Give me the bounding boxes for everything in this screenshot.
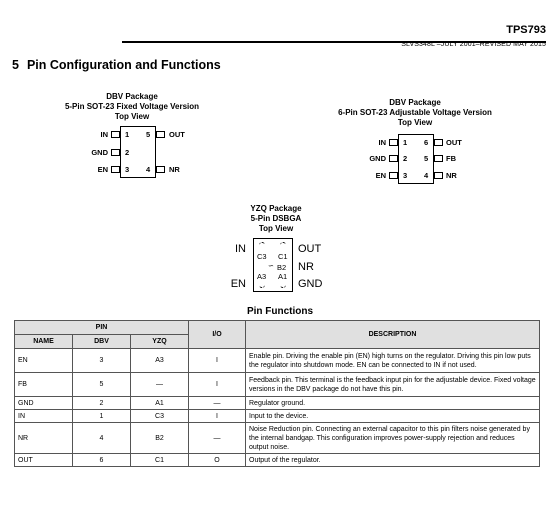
yzq-caption bbox=[216, 204, 336, 234]
cell-dbv: 1 bbox=[73, 410, 131, 423]
yzq-ball-label: C1 bbox=[278, 252, 288, 261]
dbv5-caption bbox=[52, 92, 212, 122]
cell-description: Enable pin. Driving the enable pin (EN) high turns on the regulator. Driving this pin low puts the regulator into shutdown mode. EN can be connected to IN if not used. bbox=[246, 349, 540, 373]
yzq-left-label: EN bbox=[230, 278, 246, 290]
dbv5-caption-line: DBV Package bbox=[106, 92, 158, 101]
yzq-ball-outline bbox=[259, 282, 265, 288]
table-row bbox=[15, 373, 540, 397]
dbv5-pin-pad bbox=[111, 131, 120, 138]
dbv6-pin-name: IN bbox=[378, 138, 386, 147]
dbv6-caption bbox=[330, 98, 500, 128]
yzq-right-label: OUT bbox=[298, 243, 322, 255]
dbv5-pin-name: EN bbox=[97, 165, 108, 174]
dbv6-pin-name: OUT bbox=[446, 138, 462, 147]
table-row bbox=[15, 397, 540, 410]
dbv6-pin-pad bbox=[389, 139, 398, 146]
dbv5-pin-name: OUT bbox=[169, 130, 185, 139]
cell-yzq: C1 bbox=[131, 454, 189, 467]
revision-line: SLVS348L –JULY 2001–REVISED MAY 2015 bbox=[401, 41, 546, 48]
cell-yzq: A3 bbox=[131, 349, 189, 373]
cell-io: I bbox=[189, 349, 246, 373]
cell-name: EN bbox=[15, 349, 73, 373]
dbv6-caption-line: DBV Package bbox=[389, 98, 441, 107]
yzq-caption-line: YZQ Package bbox=[250, 204, 302, 213]
dbv5-pin-pad bbox=[156, 131, 165, 138]
section-number: 5 bbox=[12, 58, 19, 72]
cell-name: FB bbox=[15, 373, 73, 397]
cell-description: Input to the device. bbox=[246, 410, 540, 423]
dbv6-pin-number: 1 bbox=[403, 138, 408, 147]
header-dbv: DBV bbox=[73, 335, 131, 349]
cell-description: Regulator ground. bbox=[246, 397, 540, 410]
cell-name: GND bbox=[15, 397, 73, 410]
dbv5-pin-pad bbox=[111, 166, 120, 173]
document-id: TPS793 bbox=[506, 24, 546, 36]
yzq-ball-outline bbox=[280, 282, 286, 288]
yzq-left-label: IN bbox=[235, 243, 246, 255]
cell-yzq: B2 bbox=[131, 423, 189, 454]
dbv6-caption-line: 6-Pin SOT-23 Adjustable Voltage Version bbox=[338, 108, 492, 117]
dbv6-pin-pad bbox=[434, 172, 443, 179]
cell-yzq: — bbox=[131, 373, 189, 397]
yzq-right-label: NR bbox=[298, 261, 314, 273]
yzq-ball-label: B2 bbox=[277, 263, 287, 272]
dbv6-pin-pad bbox=[434, 155, 443, 162]
dbv6-pin-number: 3 bbox=[403, 171, 408, 180]
dbv5-pin-number: 5 bbox=[146, 130, 151, 139]
table-row bbox=[15, 454, 540, 467]
dbv5-pin-pad bbox=[156, 166, 165, 173]
yzq-ball-label: A3 bbox=[257, 272, 267, 281]
dbv6-pin-pad bbox=[389, 172, 398, 179]
header-pin-group: PIN bbox=[15, 321, 189, 335]
dbv6-pin-number: 2 bbox=[403, 154, 408, 163]
dbv5-pin-number: 4 bbox=[146, 165, 151, 174]
yzq-ball-outline: ∽ bbox=[268, 263, 274, 270]
dbv5-pin-number: 2 bbox=[125, 148, 130, 157]
dbv6-pin-number: 4 bbox=[424, 171, 429, 180]
dbv5-caption-line: Top View bbox=[114, 112, 150, 121]
yzq-ball-outline bbox=[259, 242, 265, 248]
dbv6-pin-name: GND bbox=[369, 154, 386, 163]
table-row bbox=[15, 423, 540, 454]
header-io: I/O bbox=[189, 321, 246, 349]
cell-dbv: 3 bbox=[73, 349, 131, 373]
cell-dbv: 4 bbox=[73, 423, 131, 454]
cell-io: — bbox=[189, 423, 246, 454]
cell-io: — bbox=[189, 397, 246, 410]
cell-description: Output of the regulator. bbox=[246, 454, 540, 467]
dbv6-pin-name: NR bbox=[446, 171, 457, 180]
pin-functions-table bbox=[14, 320, 540, 467]
dbv5-pin-name: NR bbox=[169, 165, 180, 174]
cell-description: Noise Reduction pin. Connecting an external capacitor to this pin filters noise generated by the internal bandgap. This configuration improves power-supply rejection and reduces output noise. bbox=[246, 423, 540, 454]
table-row bbox=[15, 349, 540, 373]
cell-io: I bbox=[189, 410, 246, 423]
cell-description: Feedback pin. This terminal is the feedback input pin for the adjustable device. Fixed voltage versions in the DBV package do not have this pin. bbox=[246, 373, 540, 397]
dbv6-pin-name: FB bbox=[446, 154, 456, 163]
cell-dbv: 6 bbox=[73, 454, 131, 467]
dbv6-pin-pad bbox=[434, 139, 443, 146]
cell-name: NR bbox=[15, 423, 73, 454]
dbv6-caption-line: Top View bbox=[397, 118, 433, 127]
dbv5-pin-name: IN bbox=[100, 130, 108, 139]
section-title bbox=[12, 58, 221, 72]
cell-yzq: C3 bbox=[131, 410, 189, 423]
dbv6-pin-name: EN bbox=[375, 171, 386, 180]
cell-io: O bbox=[189, 454, 246, 467]
yzq-caption-line: 5-Pin DSBGA bbox=[250, 214, 302, 223]
cell-io: I bbox=[189, 373, 246, 397]
yzq-right-label: GND bbox=[298, 278, 323, 290]
yzq-ball-label: C3 bbox=[257, 252, 267, 261]
pin-functions-title: Pin Functions bbox=[246, 306, 314, 317]
dbv5-pin-number: 3 bbox=[125, 165, 130, 174]
dbv5-pin-number: 1 bbox=[125, 130, 130, 139]
dbv5-pin-pad bbox=[111, 149, 120, 156]
cell-name: OUT bbox=[15, 454, 73, 467]
header-name: NAME bbox=[15, 335, 73, 349]
dbv5-caption-line: 5-Pin SOT-23 Fixed Voltage Version bbox=[64, 102, 200, 111]
dbv5-pin-name: GND bbox=[91, 148, 108, 157]
header-description: DESCRIPTION bbox=[246, 321, 540, 349]
cell-yzq: A1 bbox=[131, 397, 189, 410]
dbv6-pin-pad bbox=[389, 155, 398, 162]
yzq-ball-label: A1 bbox=[278, 272, 288, 281]
yzq-caption-line: Top View bbox=[258, 224, 294, 233]
cell-dbv: 5 bbox=[73, 373, 131, 397]
yzq-ball-outline bbox=[280, 242, 286, 248]
section-title-text: Pin Configuration and Functions bbox=[26, 58, 221, 72]
cell-dbv: 2 bbox=[73, 397, 131, 410]
dbv6-pin-number: 5 bbox=[424, 154, 429, 163]
header-yzq: YZQ bbox=[131, 335, 189, 349]
table-row bbox=[15, 410, 540, 423]
cell-name: IN bbox=[15, 410, 73, 423]
dbv6-pin-number: 6 bbox=[424, 138, 429, 147]
